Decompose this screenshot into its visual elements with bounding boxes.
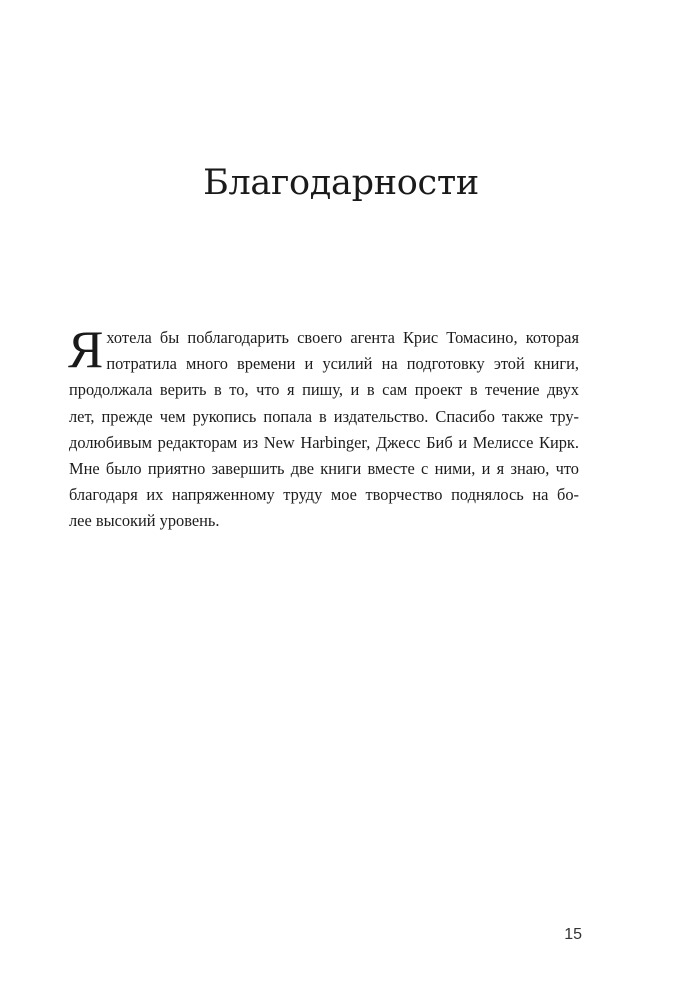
paragraph-line: хотела бы поблагодарить своего агента Крис Томасино, которая [106, 328, 579, 347]
page-number: 15 [564, 926, 582, 943]
paragraph-line: благодаря их напряженному труду мое творчество поднялось на бо- [69, 485, 579, 505]
paragraph-line: лет, прежде чем рукопись попала в издательство. Спасибо также тру- [69, 406, 579, 426]
paragraph-line: потратила много времени и усилий на подготовку этой книги, [106, 354, 579, 374]
acknowledgements-paragraph [68, 321, 579, 535]
paragraph-line: долюбивым редакторам из New Harbinger, Джесс Биб и Мелиссе Кирк. [69, 432, 579, 452]
paragraph-line: продолжала верить в то, что я пишу, и в сам проект в течение двух [69, 380, 579, 400]
drop-cap: Я [68, 321, 104, 379]
chapter-title: Благодарности [203, 163, 479, 203]
paragraph-line: Мне было приятно завершить две книги вместе с ними, и я знаю, что [69, 459, 579, 479]
paragraph-line: лее высокий уровень. [69, 511, 220, 531]
